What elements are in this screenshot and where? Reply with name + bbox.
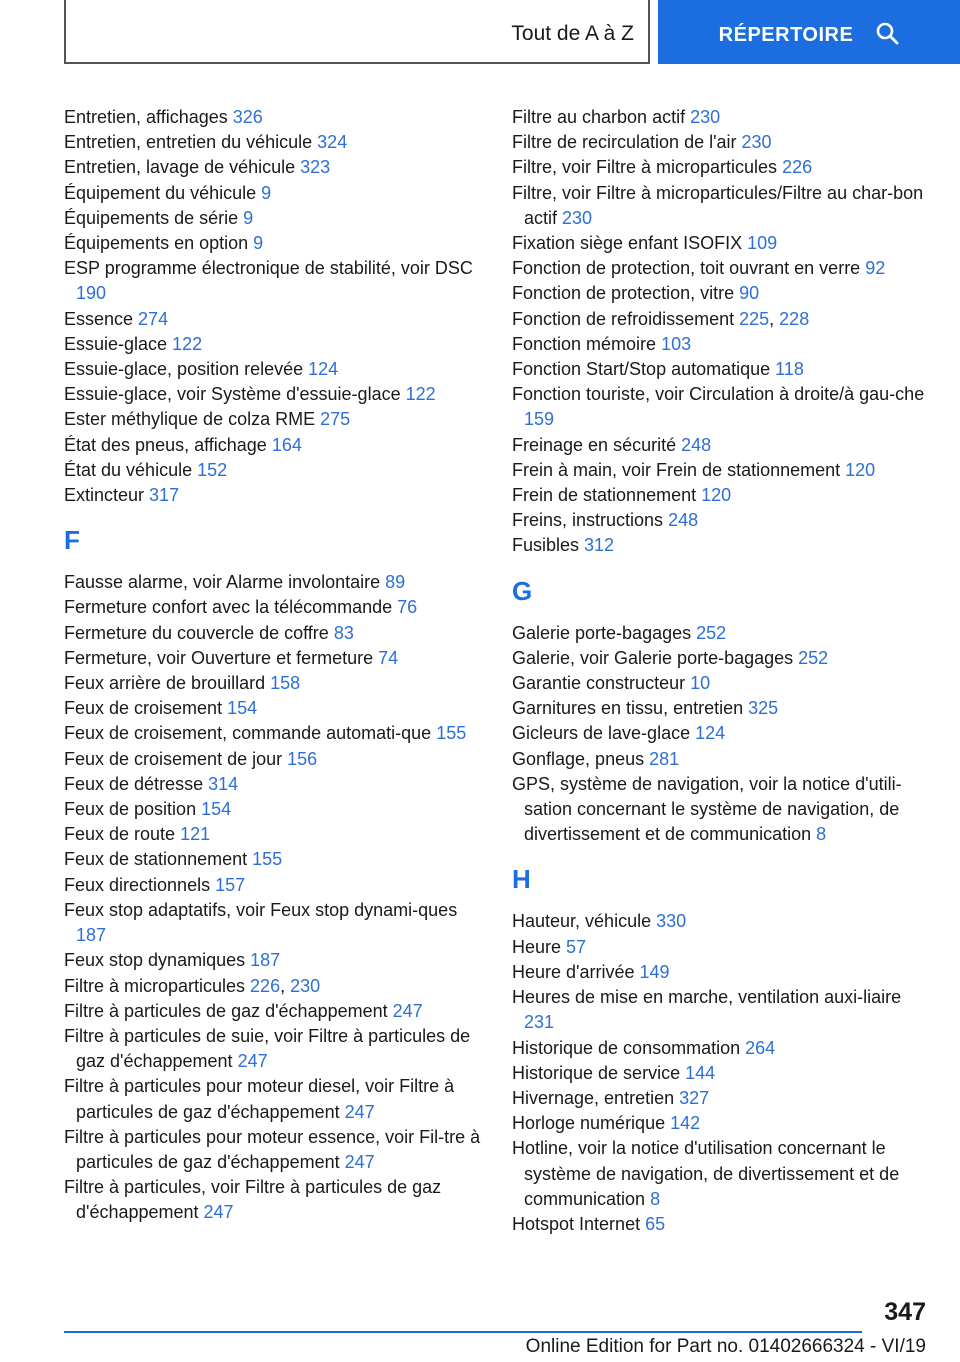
- index-entry-text: Équipements de série: [64, 207, 244, 228]
- page-link[interactable]: 317: [149, 485, 180, 506]
- index-entry-text: Essuie-glace, position relevée: [64, 359, 309, 380]
- index-entry: [64, 1024, 484, 1074]
- index-entry: [64, 898, 484, 948]
- index-entry: [64, 231, 484, 256]
- page-link[interactable]: 187: [250, 950, 281, 971]
- index-entry-text: Filtre à particules pour moteur diesel, voir Filtre à particules de gaz d'échappement: [64, 1076, 455, 1122]
- index-entry: [64, 130, 484, 155]
- page-link[interactable]: 312: [584, 535, 615, 556]
- index-entry: [64, 1125, 484, 1175]
- index-entry-text: ESP programme électronique de stabilité, voir DSC: [64, 258, 473, 279]
- index-entry-text: Fausse alarme, voir Alarme involontaire: [64, 572, 386, 593]
- index-entry: [64, 595, 484, 620]
- index-entry: [64, 772, 484, 797]
- footer-edition: Online Edition for Part no. 01402666324 - VI/19: [525, 1336, 926, 1357]
- index-entry-text: Historique de service: [512, 1062, 686, 1083]
- index-entry: [64, 822, 484, 847]
- page-link[interactable]: 83: [333, 622, 354, 643]
- page-link[interactable]: 154: [227, 698, 258, 719]
- page-link[interactable]: 164: [271, 434, 302, 455]
- page-link[interactable]: 230: [290, 975, 321, 996]
- page-link[interactable]: 228: [779, 308, 810, 329]
- index-entry-text: Historique de consommation: [512, 1037, 746, 1058]
- page-link[interactable]: 74: [378, 647, 399, 668]
- page-link[interactable]: 190: [76, 283, 107, 304]
- index-entry: [512, 1136, 932, 1212]
- index-entry: [512, 105, 932, 130]
- page-link[interactable]: 155: [436, 723, 467, 744]
- page-link[interactable]: 274: [138, 308, 169, 329]
- index-entry-text: Feux stop dynamiques: [64, 950, 251, 971]
- page-link[interactable]: 10: [690, 673, 711, 694]
- index-entry: [512, 772, 932, 848]
- index-entry: [512, 671, 932, 696]
- page-link[interactable]: 226: [782, 157, 813, 178]
- index-entry-text: Feux de détresse: [64, 773, 209, 794]
- page-link[interactable]: 103: [661, 333, 692, 354]
- page-link[interactable]: 158: [270, 673, 301, 694]
- page-link[interactable]: 90: [739, 283, 760, 304]
- index-entry-text: Frein à main, voir Frein de stationnement: [512, 459, 846, 480]
- index-entry-text: Fermeture, voir Ouverture et fermeture: [64, 647, 379, 668]
- page-link[interactable]: 89: [385, 572, 406, 593]
- index-entry-text: Fermeture confort avec la télécommande: [64, 597, 398, 618]
- index-entry: [512, 721, 932, 746]
- index-entry: [64, 621, 484, 646]
- index-entry-text: Feux stop adaptatifs, voir Feux stop dynami-ques: [64, 899, 458, 920]
- tab-tout-de-a-a-z[interactable]: [64, 0, 650, 64]
- page-link[interactable]: 157: [215, 874, 246, 895]
- index-entry-text: Feux de route: [64, 824, 181, 845]
- page-link[interactable]: 9: [253, 233, 264, 254]
- index-entry-text: État du véhicule: [64, 459, 198, 480]
- index-entry-text: Feux de croisement de jour: [64, 748, 288, 769]
- index-entry: [512, 696, 932, 721]
- index-entry: [64, 570, 484, 595]
- index-entry: [64, 483, 484, 508]
- index-entry: [512, 935, 932, 960]
- index-entry-text: Frein de stationnement: [512, 485, 702, 506]
- index-entry-text: Entretien, entretien du véhicule: [64, 132, 318, 153]
- page-link[interactable]: 247: [237, 1051, 268, 1072]
- page-link[interactable]: 247: [203, 1202, 234, 1223]
- index-entry-text: Filtre, voir Filtre à microparticules/Filtre au char-bon actif: [512, 182, 924, 228]
- page-link[interactable]: 124: [308, 359, 339, 380]
- index-entry: [512, 1036, 932, 1061]
- index-entry-text: Filtre à particules de suie, voir Filtre à particules de gaz d'échappement: [64, 1025, 471, 1072]
- index-entry: [64, 332, 484, 357]
- index-entry-text: Feux de croisement: [64, 698, 228, 719]
- index-entry: [512, 483, 932, 508]
- index-entry: [512, 1111, 932, 1136]
- index-entry: [64, 206, 484, 231]
- index-entry: [512, 231, 932, 256]
- index-entry: [64, 696, 484, 721]
- index-entry-text: Horloge numérique: [512, 1113, 671, 1134]
- tab-repertoire[interactable]: [658, 0, 960, 64]
- page-link[interactable]: 281: [649, 748, 680, 769]
- index-entry-text: Garnitures en tissu, entretien: [512, 698, 749, 719]
- page-link[interactable]: 226: [250, 975, 281, 996]
- page-link[interactable]: 231: [524, 1012, 555, 1033]
- index-entry-text: Ester méthylique de colza RME: [64, 409, 321, 430]
- index-entry: [64, 307, 484, 332]
- index-entry-text: Extincteur: [64, 485, 150, 506]
- index-entry: [512, 357, 932, 382]
- index-entry-text: Filtre à particules pour moteur essence, voir Fil-tre à particules de gaz d'échappement: [64, 1126, 481, 1172]
- index-entry: [64, 847, 484, 872]
- index-entry-text: Garantie constructeur: [512, 673, 691, 694]
- index-entry: [512, 332, 932, 357]
- index-entry: [512, 155, 932, 180]
- page-link[interactable]: 275: [320, 409, 351, 430]
- page-link[interactable]: 8: [816, 824, 827, 845]
- index-entry: [64, 458, 484, 483]
- index-entry-text: Fonction Start/Stop automatique: [512, 359, 776, 380]
- index-column-right: [512, 105, 932, 1237]
- page-link[interactable]: 326: [232, 107, 263, 127]
- page-link[interactable]: 248: [668, 510, 699, 531]
- index-entry: [512, 382, 932, 432]
- page-link[interactable]: 122: [405, 384, 436, 405]
- index-entry-text: Galerie porte-bagages: [512, 622, 697, 643]
- page-link[interactable]: 121: [180, 824, 211, 845]
- index-entry: [512, 533, 932, 558]
- index-entry: Fonction de refroidissement 225, 228: [512, 308, 810, 329]
- page-link[interactable]: 330: [656, 911, 687, 932]
- index-entry: Filtre à microparticules 226, 230: [64, 975, 321, 996]
- tab-repertoire-label: RÉPERTOIRE: [718, 23, 854, 46]
- page-link[interactable]: 152: [197, 459, 228, 480]
- section-letter: H: [512, 864, 531, 895]
- index-entry: [64, 1175, 484, 1225]
- page-link[interactable]: 225: [739, 308, 770, 329]
- index-entry: [512, 747, 932, 772]
- page-link[interactable]: 65: [645, 1213, 666, 1234]
- index-entry-text: Feux de croisement, commande automati-que: [64, 723, 437, 744]
- index-entry: [512, 1061, 932, 1086]
- index-entry: [512, 985, 932, 1035]
- index-entry: [64, 797, 484, 822]
- page-link[interactable]: 142: [670, 1113, 701, 1134]
- page-link[interactable]: 248: [681, 434, 712, 455]
- index-entry: [64, 999, 484, 1024]
- index-entry-text: Équipement du véhicule: [64, 182, 262, 203]
- index-entry-text: Filtre à microparticules: [64, 975, 251, 996]
- page-link[interactable]: 118: [775, 359, 804, 380]
- page-link[interactable]: 247: [392, 1000, 423, 1021]
- index-entry-text: Hivernage, entretien: [512, 1087, 680, 1108]
- page-link[interactable]: 120: [845, 459, 876, 480]
- page-link[interactable]: 314: [208, 773, 239, 794]
- index-entry-text: Fermeture du couvercle de coffre: [64, 622, 334, 643]
- index-entry-text: Gonflage, pneus: [512, 748, 650, 769]
- index-entry: [64, 155, 484, 180]
- page-link[interactable]: 144: [685, 1062, 716, 1083]
- index-entry: [64, 873, 484, 898]
- index-entry-text: GPS, système de navigation, voir la notice d'utili-sation concernant le système de navigation, de divertissement et de communication: [512, 773, 902, 845]
- index-entry-text: Hotline, voir la notice d'utilisation concernant le système de navigation, de divertissement et de communication: [512, 1138, 900, 1209]
- index-entry-text: Freinage en sécurité: [512, 434, 682, 455]
- page-link[interactable]: 155: [252, 849, 283, 870]
- index-entry-text: Heures de mise en marche, ventilation auxi-liaire: [512, 987, 902, 1008]
- index-entry-text: État des pneus, affichage: [64, 434, 272, 455]
- index-entry: [512, 1212, 932, 1237]
- index-entry-text: Gicleurs de lave-glace: [512, 723, 696, 744]
- page-link[interactable]: 120: [701, 485, 732, 506]
- index-entry-text: Essuie-glace: [64, 333, 173, 354]
- index-entry: [512, 281, 932, 306]
- page-link[interactable]: 252: [798, 647, 829, 668]
- page-link[interactable]: 325: [748, 698, 779, 719]
- index-entry: [512, 181, 932, 231]
- index-entry-text: Hotspot Internet: [512, 1213, 646, 1234]
- index-entry: [64, 1074, 484, 1124]
- index-entry-text: Feux directionnels: [64, 874, 216, 895]
- index-entry: [512, 621, 932, 646]
- index-entry-text: Fonction mémoire: [512, 333, 662, 354]
- page-link[interactable]: 324: [317, 132, 348, 153]
- index-entry-text: Filtre au charbon actif: [512, 107, 691, 127]
- page-link[interactable]: 187: [76, 925, 107, 946]
- page-link[interactable]: 323: [300, 157, 331, 178]
- index-entry: [512, 1086, 932, 1111]
- page-link[interactable]: 327: [679, 1087, 710, 1108]
- page-link[interactable]: 230: [741, 132, 772, 153]
- index-entry: [64, 747, 484, 772]
- index-entry-text: Filtre à particules de gaz d'échappement: [64, 1000, 393, 1021]
- page-link[interactable]: 156: [287, 748, 318, 769]
- index-column-left: [64, 105, 484, 1226]
- page-link[interactable]: 264: [745, 1037, 776, 1058]
- index-entry-text: Fonction de protection, vitre: [512, 283, 740, 304]
- index-entry-text: Filtre, voir Filtre à microparticules: [512, 157, 783, 178]
- page-link[interactable]: 247: [344, 1101, 375, 1122]
- index-entry-text: Fusibles: [512, 535, 585, 556]
- page-link[interactable]: 230: [562, 207, 593, 228]
- index-entry-text: Essuie-glace, voir Système d'essuie-glace: [64, 384, 406, 405]
- page-number: 347: [884, 1298, 926, 1326]
- index-entry-text: Hauteur, véhicule: [512, 911, 657, 932]
- index-entry: [64, 357, 484, 382]
- index-entry: [512, 646, 932, 671]
- page-link[interactable]: 9: [243, 207, 254, 228]
- index-entry-text: Heure d'arrivée: [512, 961, 640, 982]
- index-entry-text: Filtre de recirculation de l'air: [512, 132, 742, 153]
- index-entry-text: Filtre à particules, voir Filtre à particules de gaz d'échappement: [64, 1177, 442, 1223]
- index-entry-text: Essence: [64, 308, 139, 329]
- page-link[interactable]: 109: [747, 233, 778, 254]
- index-entry: [512, 130, 932, 155]
- index-entry-text: Freins, instructions: [512, 510, 669, 531]
- index-entry: [64, 646, 484, 671]
- page-link[interactable]: 230: [690, 107, 721, 127]
- section-letter: F: [64, 525, 80, 556]
- index-entry-text: Feux arrière de brouillard: [64, 673, 271, 694]
- page-link[interactable]: 159: [524, 409, 555, 430]
- index-entry-text: Équipements en option: [64, 233, 254, 254]
- page-link[interactable]: 76: [397, 597, 418, 618]
- index-entry: [64, 948, 484, 973]
- index-entry-text: Fixation siège enfant ISOFIX: [512, 233, 748, 254]
- index-entry: [64, 433, 484, 458]
- index-entry-text: Heure: [512, 936, 567, 957]
- index-entry-text: Feux de position: [64, 799, 202, 820]
- page-link[interactable]: 252: [696, 622, 727, 643]
- index-entry-text: Entretien, lavage de véhicule: [64, 157, 301, 178]
- index-entry: [512, 909, 932, 934]
- page-link[interactable]: 149: [639, 961, 670, 982]
- index-entry-text: Galerie, voir Galerie porte-bagages: [512, 647, 799, 668]
- index-entry: [512, 960, 932, 985]
- page-link[interactable]: 92: [865, 258, 886, 279]
- index-entry: [64, 256, 484, 306]
- index-entry: [64, 671, 484, 696]
- index-entry-text: Fonction touriste, voir Circulation à droite/à gau-che: [512, 384, 925, 405]
- tab-az-label: Tout de A à Z: [511, 22, 634, 45]
- page-link[interactable]: 8: [650, 1188, 661, 1209]
- index-entry: [512, 256, 932, 281]
- footer-divider: [64, 1331, 862, 1333]
- index-entry: [512, 508, 932, 533]
- page-link[interactable]: 57: [566, 936, 587, 957]
- index-entry: [64, 105, 484, 130]
- index-entry-text: Fonction de refroidissement: [512, 308, 740, 329]
- index-entry-text: Entretien, affichages: [64, 107, 233, 127]
- index-entry: [64, 382, 484, 407]
- index-entry-text: Feux de stationnement: [64, 849, 253, 870]
- page-link[interactable]: 247: [344, 1151, 375, 1172]
- index-entry: [512, 458, 932, 483]
- section-letter: G: [512, 575, 533, 606]
- search-icon[interactable]: [875, 21, 899, 50]
- page-link[interactable]: 124: [695, 723, 726, 744]
- index-entry: [64, 721, 484, 746]
- page-link[interactable]: 122: [172, 333, 203, 354]
- page-link[interactable]: 9: [261, 182, 272, 203]
- index-entry-text: Fonction de protection, toit ouvrant en verre: [512, 258, 866, 279]
- index-entry: [64, 407, 484, 432]
- index-entry: [64, 181, 484, 206]
- index-entry: [512, 433, 932, 458]
- page-link[interactable]: 154: [201, 799, 232, 820]
